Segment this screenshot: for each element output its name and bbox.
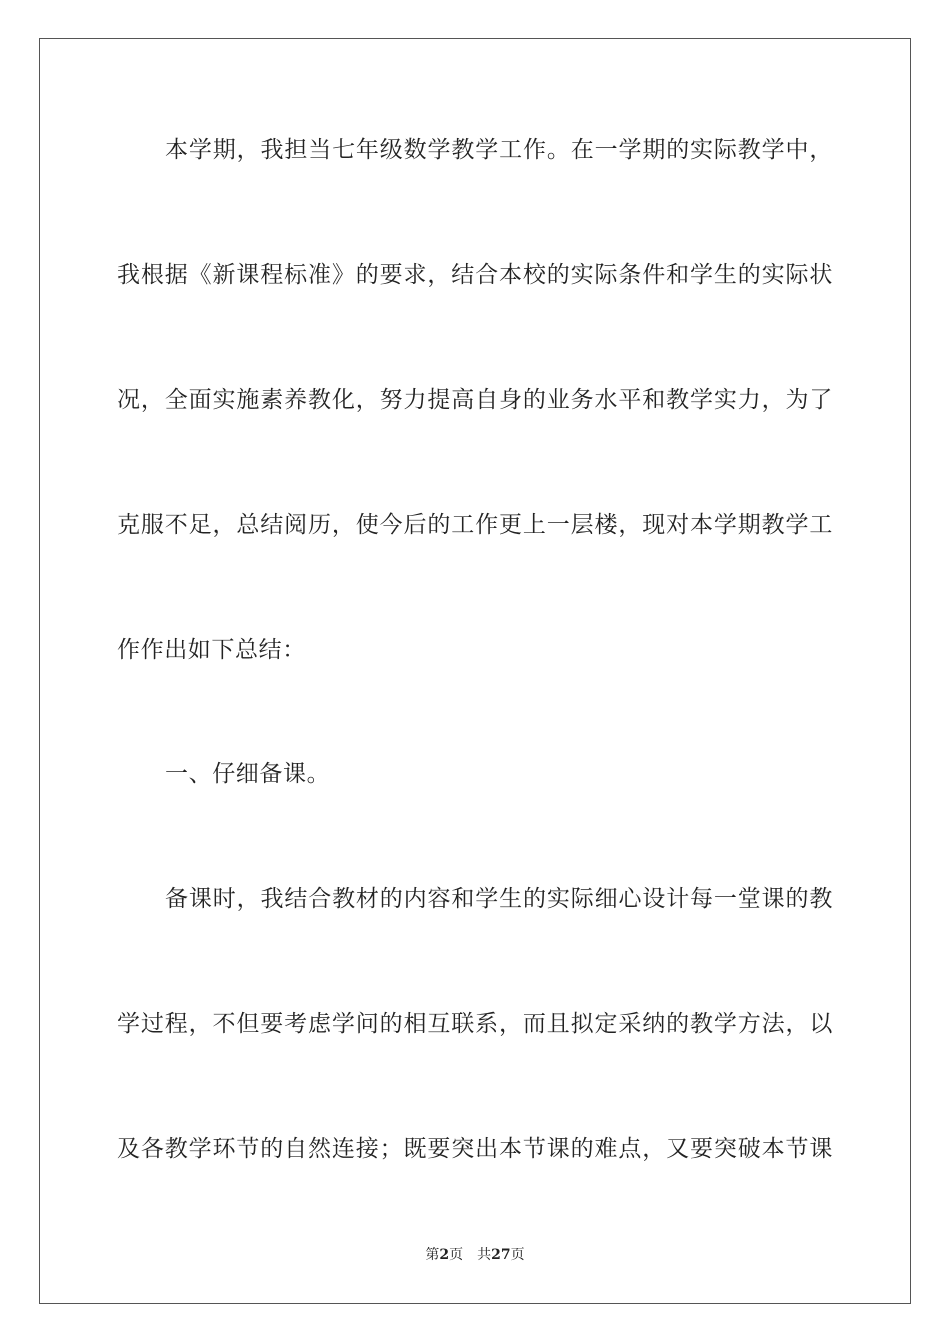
footer-page-prefix: 第 <box>425 1247 440 1263</box>
paragraph-line-2: 我根据《新课程标准》的要求，结合本校的实际条件和学生的实际状 <box>117 262 833 288</box>
page-border <box>39 38 911 1304</box>
paragraph-line-5: 作作出如下总结： <box>117 637 306 663</box>
footer-page-suffix: 页 <box>449 1247 464 1263</box>
page-footer <box>0 1246 950 1264</box>
section-heading: 一、仔细备课。 <box>165 761 331 787</box>
footer-total-pages: 27 <box>491 1247 511 1263</box>
footer-total-prefix: 共 <box>477 1247 492 1263</box>
paragraph-line-7: 备课时，我结合教材的内容和学生的实际细心设计每一堂课的教 <box>165 886 833 912</box>
paragraph-line-8: 学过程，不但要考虑学问的相互联系，而且拟定采纳的教学方法，以 <box>117 1011 833 1037</box>
footer-total-suffix: 页 <box>510 1247 525 1263</box>
paragraph-line-4: 克服不足，总结阅历，使今后的工作更上一层楼，现对本学期教学工 <box>117 512 833 538</box>
paragraph-line-9: 及各教学环节的自然连接；既要突出本节课的难点，又要突破本节课 <box>117 1136 833 1162</box>
paragraph-line-1: 本学期，我担当七年级数学教学工作。在一学期的实际教学中， <box>165 137 833 163</box>
footer-page-number: 2 <box>439 1247 450 1263</box>
paragraph-line-3: 况，全面实施素养教化，努力提高自身的业务水平和教学实力，为了 <box>117 387 833 413</box>
